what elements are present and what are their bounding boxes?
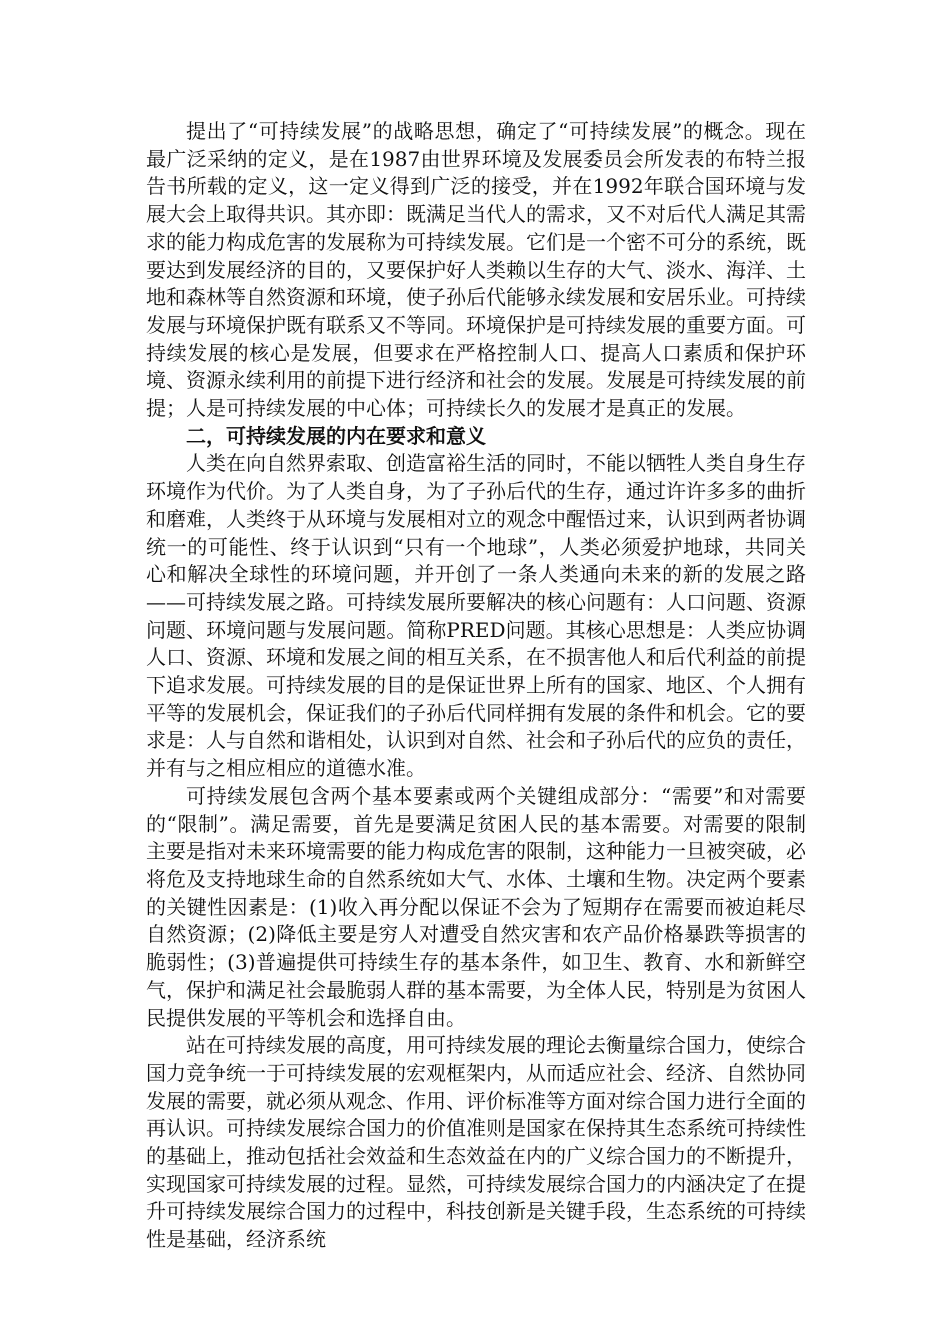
paragraph-elements: 可持续发展包含两个基本要素或两个关键组成部分：“需要”和对需要的“限制”。满足需要，首先是要满足贫困人民的基本需要。对需要的限制主要是指对未来环境需要的能力构成危害的限制，这种能力一旦被突破，必将危及支持地球生命的自然系统如大气、水体、土壤和生物。决定两个要素的关键性因素是：(1)收入再分配以保证不会为了短期存在需要而被迫耗尽自然资源；(2)降低主要是穷人对遭受自然灾害和农产品价格暴跌等损害的脆弱性；(3)普遍提供可持续生存的基本条件，如卫生、教育、水和新鲜空气，保护和满足社会最脆弱人群的基本需要，为全体人民，特别是为贫困人民提供发展的平等机会和选择自由。 xyxy=(146,783,806,1030)
paragraph-national-power: 站在可持续发展的高度，用可持续发展的理论去衡量综合国力，使综合国力竞争统一于可持续发展的宏观框架内，从而适应社会、经济、自然协同发展的需要，就必须从观念、作用、评价标准等方面对综合国力进行全面的再认识。可持续发展综合国力的价值准则是国家在保持其生态系统可持续性的基础上，推动包括社会效益和生态效益在内的广义综合国力的不断提升，实现国家可持续发展的过程。显然，可持续发展综合国力的内涵决定了在提升可持续发展综合国力的过程中，科技创新是关键手段，生态系统的可持续性是基础，经济系统 xyxy=(146,1033,806,1252)
paragraph-requirements: 人类在向自然界索取、创造富裕生活的同时，不能以牺牲人类自身生存环境作为代价。为了人类自身，为了子孙后代的生存，通过许许多多的曲折和磨难，人类终于从环境与发展相对立的观念中醒悟过来，认识到两者协调统一的可能性、终于认识到“只有一个地球”，人类必须爱护地球，共同关心和解决全球性的环境问题，并开创了一条人类通向未来的新的发展之路——可持续发展之路。可持续发展所要解决的核心问题有：人口问题、资源问题、环境问题与发展问题。简称PRED问题。其核心思想是：人类应协调人口、资源、环境和发展之间的相互关系，在不损害他人和后代利益的前提下追求发展。可持续发展的目的是保证世界上所有的国家、地区、个人拥有平等的发展机会，保证我们的子孙后代同样拥有发展的条件和机会。它的要求是：人与自然和谐相处，认识到对自然、社会和子孙后代的应负的责任，并有与之相应相应的道德水准。 xyxy=(146,451,806,781)
document-page xyxy=(146,118,806,1254)
section-heading: 二，可持续发展的内在要求和意义 xyxy=(186,423,486,448)
paragraph-definition: 提出了“可持续发展”的战略思想，确定了“可持续发展”的概念。现在最广泛采纳的定义，是在1987由世界环境及发展委员会所发表的布特兰报告书所载的定义，这一定义得到广泛的接受，并在1992年联合国环境与发展大会上取得共识。其亦即：既满足当代人的需求，又不对后代人满足其需求的能力构成危害的发展称为可持续发展。它们是一个密不可分的系统，既要达到发展经济的目的，又要保护好人类赖以生存的大气、淡水、海洋、土地和森林等自然资源和环境，使子孙后代能够永续发展和安居乐业。可持续发展与环境保护既有联系又不等同。环境保护是可持续发展的重要方面。可持续发展的核心是发展，但要求在严格控制人口、提高人口素质和保护环境、资源永续利用的前提下进行经济和社会的发展。发展是可持续发展的前提；人是可持续发展的中心体；可持续长久的发展才是真正的发展。 xyxy=(146,119,806,421)
